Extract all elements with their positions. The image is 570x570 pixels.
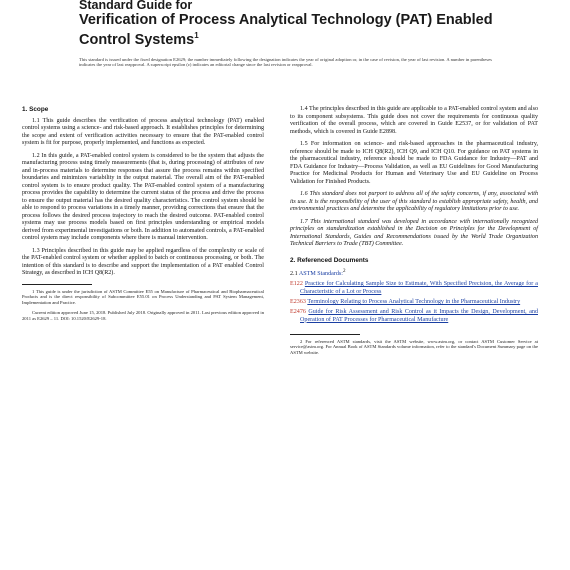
reference-code[interactable]: E122	[290, 281, 303, 288]
paragraph-1-2: 1.2 In this guide, a PAT-enabled control system is considered to be the system that adjusts the manufacturing process using timely measurements (that is, during processing) of attributes of raw and in-process materials to determine responses that assure the process remains within specified boundaries and minimizes variability in the output material. The overall aim of the PAT-enabled control system is to ensure product quality. The PAT-enabled control system of a manufacturing process provides the capability to determine the current status of the process and drive the process to ensure the output material has the desired quality characteristics. The control system should be able to respond to process variations in a timely manner, providing corrections that ensure that the process follows the desired process trajectory to reach the desired outcome. PAT-enabled control systems may use process models based on first principles understanding or empirical models derived from experimental investigations or both. In addition to automated controls, a PAT-enabled control system may include components where there is manual intervention.	[22, 152, 264, 241]
section-heading-scope: 1. Scope	[22, 106, 49, 113]
reference-item[interactable]	[290, 298, 538, 306]
left-column	[22, 98, 264, 326]
footnote-2: 2 For referenced ASTM standards, visit the ASTM website, www.astm.org, or contact ASTM Customer Service at service@astm.org. For Annual Book of ASTM Standards volume information, refer to the standard's Document Summary page on the ASTM website.	[290, 338, 538, 355]
paragraph-1-7: 1.7 This international standard was developed in accordance with internationally recognized principles on standardization established in the Decision on Principles for the Development of International Standards, Guides and Recommendations issued by the World Trade Organization Technical Barriers to Trade (TBT) Committee.	[290, 218, 538, 247]
references-intro	[290, 268, 538, 278]
reference-title[interactable]: Guide for Risk Assessment and Risk Control as it Impacts the Design, Development, and Operation of PAT Processes for Pharmaceutical Manufacture	[300, 309, 538, 323]
title-block	[79, 0, 519, 48]
reference-code[interactable]: E2476	[290, 309, 306, 316]
paragraph-1-4: 1.4 The principles described in this guide are applicable to a PAT-enabled control system and also to its component subsystems. This guide does not cover the requirements for continuous quality verification of the overall process, which are covered in Guide E2537, or for validation of PAT methods, which is covered in Guide E2898.	[290, 106, 538, 135]
footnote-divider-right	[290, 334, 360, 335]
reference-item[interactable]	[290, 309, 538, 324]
document-title	[79, 12, 519, 48]
reference-item[interactable]	[290, 281, 538, 296]
references-footnote-marker[interactable]: 2	[343, 268, 346, 274]
footnote-edition: Current edition approved June 15, 2018. Published July 2018. Originally approved in 2011. Last previous edition approved in 2011 as E2629 – 11. DOI: 10.1520/E2629-18.	[22, 310, 264, 321]
document-subtitle: Standard Guide for	[79, 0, 193, 12]
designation-notice: This standard is issued under the fixed designation E2629; the number immediately following the designation indicates the year of original adoption or, in the case of revision, the year of last revision. A number in parentheses indicates the year of last reapproval. A superscript epsilon (ε) indicates an editorial change since the last revision or reapproval.	[79, 57, 492, 68]
document-title-line2: Control Systems	[79, 31, 195, 48]
astm-standards-link[interactable]: ASTM Standards:	[298, 271, 343, 278]
paragraph-1-6: 1.6 This standard does not purport to address all of the safety concerns, if any, associated with its use. It is the responsibility of the user of this standard to establish appropriate safety, health, and environmental practices and determine the applicability of regulatory limitations prior to use.	[290, 191, 538, 212]
reference-code[interactable]: E2363	[290, 298, 306, 305]
document-title-line1: Verification of Process Analytical Technology (PAT) Enabled	[79, 12, 493, 28]
title-footnote-marker[interactable]: 1	[194, 31, 199, 40]
paragraph-1-5: 1.5 For information on science- and risk-based approaches in the pharmaceutical industry, reference should be made to ICH Q8(R2), ICH Q9, and ICH Q10. For guidance on PAT systems in the pharmaceutical industry, reference should be made to FDA Guidance for Industry—PAT and FDA Guidance for Industry—Process Validation, as well as EU Guidelines for Good Manufacturing Practice for Medicinal Products for Human and Veterinary Use and EU Guideline on Process Validation for Finished Products.	[290, 141, 538, 185]
references-intro-code: 2.1	[290, 271, 298, 278]
section-heading-references: 2. Referenced Documents	[290, 256, 369, 264]
paragraph-1-1: 1.1 This guide describes the verification of process analytical technology (PAT) enabled control systems using a science- and risk-based approach. It establishes principles for determining the scope and extent of verification activities necessary to ensure that the PAT-enabled control system is fit for purpose, properly implemented, and functions as expected.	[22, 117, 264, 146]
reference-title[interactable]: Terminology Relating to Process Analytical Technology in the Pharmaceutical Industry	[307, 298, 521, 305]
footnote-1: 1 This guide is under the jurisdiction of ASTM Committee E55 on Manufacture of Pharmaceutical and Biopharmaceutical Products and is the direct responsibility of Subcommittee E55.01 on Process Understanding and PAT System Management, Implementation and Practice.	[22, 288, 264, 305]
right-column	[290, 98, 538, 361]
reference-title[interactable]: Practice for Calculating Sample Size to Estimate, With Specified Precision, the Average for a Characteristic of a Lot or Process	[300, 281, 538, 295]
paragraph-1-3: 1.3 Principles described in this guide may be applied regardless of the complexity or scale of the PAT-enabled control system or whether applied to batch or continuous processing, or both. The intention of this standard is to describe and support the implementation of a PAT enabled Control Strategy, as described in ICH Q8(R2).	[22, 247, 264, 276]
footnote-divider	[22, 284, 92, 285]
